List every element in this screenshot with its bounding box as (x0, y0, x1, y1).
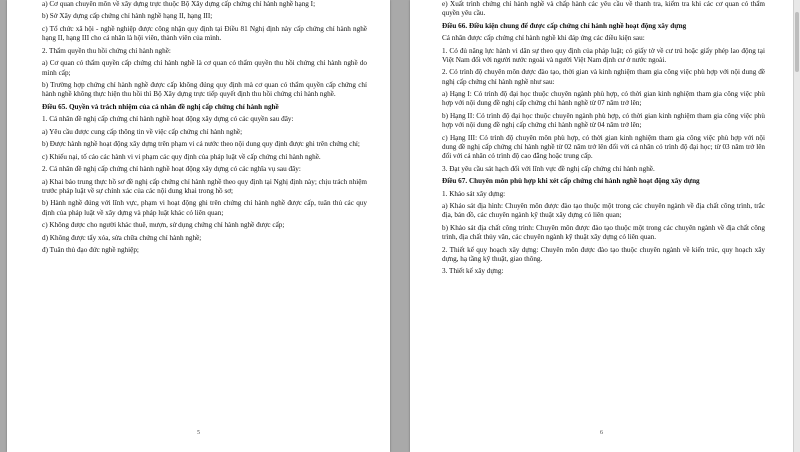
scrollbar-thumb[interactable] (795, 12, 799, 72)
paragraph: 2. Cá nhân đề nghị cấp chứng chỉ hành nghề hoạt động xây dựng có các nghĩa vụ sau đây: (42, 165, 301, 174)
paragraph: d) Không được tẩy xóa, sửa chữa chứng chỉ hành nghề; (42, 233, 202, 242)
document-page-right (410, 0, 793, 452)
paragraph: Cá nhân được cấp chứng chỉ hành nghề khi đáp ứng các điều kiện sau: (442, 34, 645, 43)
paragraph: b) Hạng II: Có trình độ đại học thuộc chuyên ngành phù hợp, có thời gian kinh nghiệm tham gia công việc phù hợp với nội dung đề nghị cấp chứng chỉ hành nghề từ 04 năm trở lên; (442, 111, 765, 130)
paragraph: 3. Thiết kế xây dựng: (442, 267, 504, 276)
paragraph: 2. Có trình độ chuyên môn được đào tạo, thời gian và kinh nghiệm tham gia công việc phù hợp với nội dung đề nghị cấp chứng chỉ hành nghề như sau: (442, 68, 765, 86)
paragraph: a) Hạng I: Có trình độ đại học thuộc chuyên ngành phù hợp, có thời gian kinh nghiệm tham gia công việc phù hợp với nội dung đề nghị cấp chứng chỉ hành nghề từ 07 năm trở lên; (442, 90, 765, 108)
paragraph: c) Khiếu nại, tố cáo các hành vi vi phạm các quy định của pháp luật về cấp chứng chỉ hành nghề. (42, 152, 321, 161)
paragraph: 2. Thẩm quyền thu hồi chứng chỉ hành nghề: (42, 46, 171, 55)
paragraph: đ) Tuân thủ đạo đức nghề nghiệp; (42, 246, 139, 255)
article-heading: Điều 65. Quyền và trách nhiệm của cá nhân đề nghị cấp chứng chỉ hành nghề (42, 102, 279, 111)
paragraph: b) Trường hợp chứng chỉ hành nghề được cấp không đúng quy định mà cơ quan có thẩm quyền cấp chứng chỉ hành nghề không thực hiện thu hồi thì Bộ Xây dựng trực tiếp quyết định thu hồi chứng chỉ hành nghề. (42, 81, 367, 99)
page-content (42, 0, 367, 255)
paragraph: b) Sở Xây dựng cấp chứng chỉ hành nghề hạng II, hạng III; (42, 12, 213, 21)
paragraph: b) Được hành nghề hoạt động xây dựng trên phạm vi cả nước theo nội dung quy định được ghi trên chứng chỉ; (42, 140, 360, 149)
paragraph: a) Cơ quan có thẩm quyền cấp chứng chỉ hành nghề là cơ quan có thẩm quyền thu hồi chứng chỉ hành nghề do mình cấp; (42, 59, 367, 77)
page-content (442, 0, 765, 277)
paragraph: c) Tổ chức xã hội - nghề nghiệp được công nhận quy định tại Điều 81 Nghị định này cấp chứng chỉ hành nghề hạng II, hạng III cho cá nhân là hội viên, thành viên của mình. (42, 24, 367, 43)
paragraph: b) Hành nghề đúng với lĩnh vực, phạm vi hoạt động ghi trên chứng chỉ hành nghề được cấp, tuân thủ các quy định của pháp luật về xây dựng và pháp luật khác có liên quan; (42, 199, 367, 217)
paragraph: a) Khai báo trung thực hồ sơ đề nghị cấp chứng chỉ hành nghề theo quy định tại Nghị định này; chịu trách nhiệm trước pháp luật về sự chính xác của các nội dung khai trong hồ sơ; (42, 177, 367, 195)
document-page-left (7, 0, 390, 452)
paragraph: e) Xuất trình chứng chỉ hành nghề và chấp hành các yêu cầu về thanh tra, kiểm tra khi các cơ quan có thẩm quyền yêu cầu. (442, 0, 765, 18)
page-number: 5 (197, 430, 200, 436)
paragraph: 1. Cá nhân đề nghị cấp chứng chỉ hành nghề hoạt động xây dựng có các quyền sau đây: (42, 115, 294, 124)
paragraph: c) Không được cho người khác thuê, mượn, sử dụng chứng chỉ hành nghề được cấp; (42, 221, 285, 230)
vertical-scrollbar[interactable] (793, 0, 800, 452)
article-heading: Điều 66. Điều kiện chung để được cấp chứng chỉ hành nghề hoạt động xây dựng (442, 21, 687, 30)
page-number: 6 (600, 430, 603, 436)
paragraph: 3. Đạt yêu cầu sát hạch đối với lĩnh vực đề nghị cấp chứng chỉ hành nghề. (442, 164, 655, 173)
paragraph: c) Hạng III: Có trình độ chuyên môn phù hợp, có thời gian kinh nghiệm tham gia công việc phù hợp với nội dung đề nghị cấp chứng chỉ hành nghề từ 02 năm trở lên đối với cá nhân có trình độ đại học; từ 03 năm trở lên đối với cá nhân có trình độ cao đẳng hoặc trung cấp. (442, 133, 765, 161)
article-heading: Điều 67. Chuyên môn phù hợp khi xét cấp chứng chỉ hành nghề hoạt động xây dựng (442, 177, 700, 186)
paragraph: a) Khảo sát địa hình: Chuyên môn được đào tạo thuộc một trong các chuyên ngành về địa chất công trình, trắc địa, bản đồ, các chuyên ngành kỹ thuật xây dựng có liên quan; (442, 202, 765, 220)
paragraph: 1. Có đủ năng lực hành vi dân sự theo quy định của pháp luật; có giấy tờ về cư trú hoặc giấy phép lao động tại Việt Nam đối với người nước ngoài và người Việt Nam định cư ở nước ngoài. (442, 46, 765, 64)
paragraph: b) Khảo sát địa chất công trình: Chuyên môn được đào tạo thuộc một trong các chuyên ngành về địa chất công trình, địa chất thủy văn, các chuyên ngành kỹ thuật xây dựng có liên quan. (442, 223, 765, 242)
paragraph: 2. Thiết kế quy hoạch xây dựng: Chuyên môn được đào tạo thuộc chuyên ngành về kiến trúc, quy hoạch xây dựng, hạ tầng kỹ thuật, giao thông. (442, 245, 765, 263)
paragraph: a) Yêu cầu được cung cấp thông tin về việc cấp chứng chỉ hành nghề; (42, 127, 243, 136)
paragraph: a) Cơ quan chuyên môn về xây dựng trực thuộc Bộ Xây dựng cấp chứng chỉ hành nghề hạng I; (42, 0, 316, 8)
paragraph: 1. Khảo sát xây dựng: (442, 189, 506, 198)
